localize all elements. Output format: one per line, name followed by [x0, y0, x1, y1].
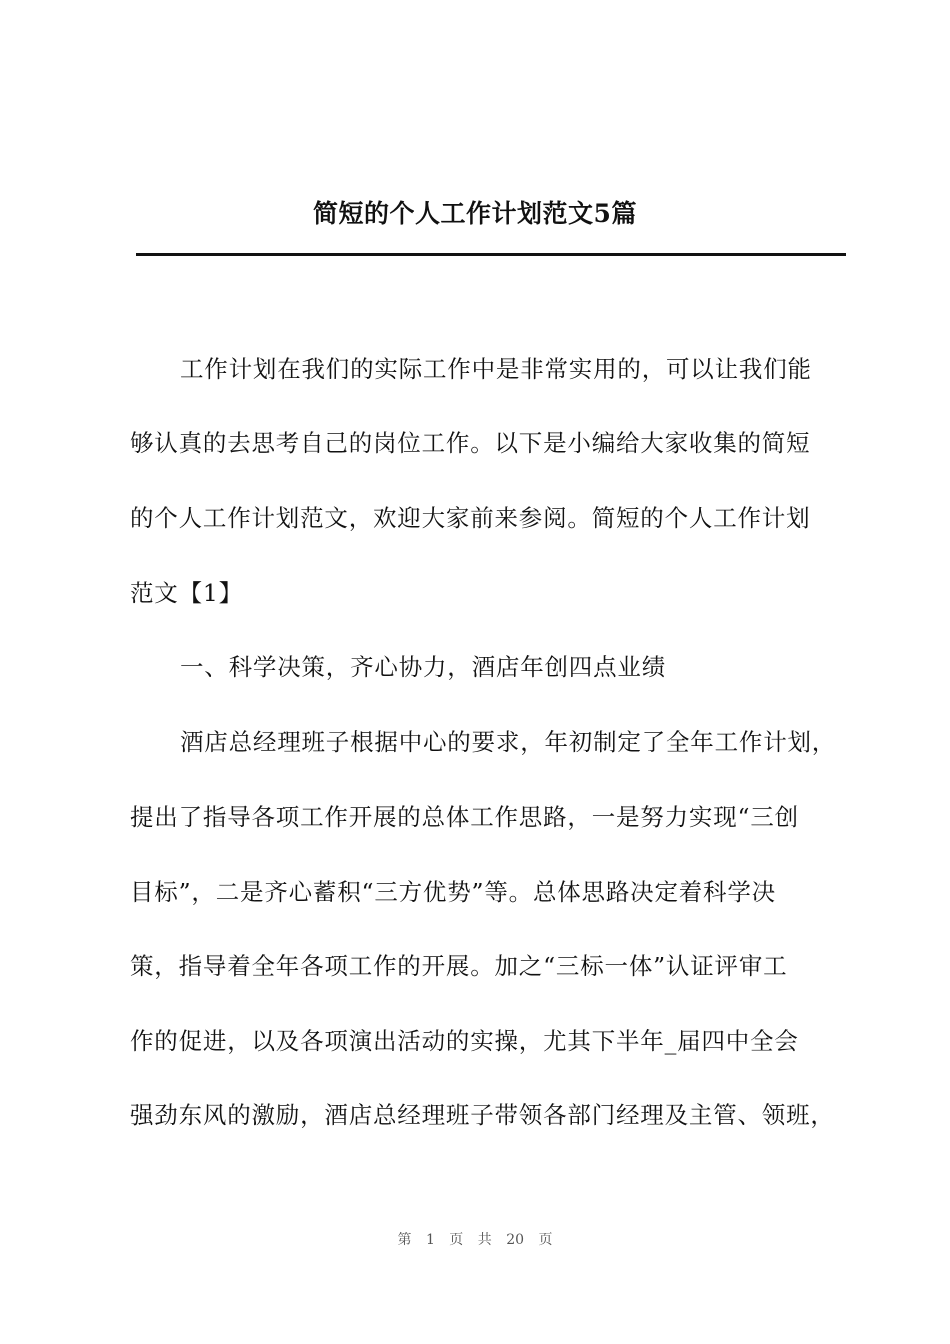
- paragraph-line: 工作计划在我们的实际工作中是非常实用的，可以让我们能: [180, 355, 812, 383]
- paragraph-line: 强劲东风的激励，酒店总经理班子带领各部门经理及主管、领班，: [130, 1101, 835, 1129]
- paragraph-line: 目标”，二是齐心蓄积“三方优势”等。总体思路决定着科学决: [130, 878, 776, 906]
- paragraph-line: 范文【1】: [130, 579, 243, 607]
- paragraph-line: 作的促进，以及各项演出活动的实操，尤其下半年_届四中全会: [130, 1027, 799, 1055]
- section-heading: 一、科学决策，齐心协力，酒店年创四点业绩: [180, 653, 666, 681]
- paragraph-line: 策，指导着全年各项工作的开展。加之“三标一体”认证评审工: [130, 952, 788, 980]
- title-underline: [136, 253, 846, 256]
- document-title: 简短的个人工作计划范文5篇: [313, 199, 637, 228]
- paragraph-line: 提出了指导各项工作开展的总体工作思路，一是努力实现“三创: [130, 803, 799, 831]
- paragraph-line: 的个人工作计划范文，欢迎大家前来参阅。简短的个人工作计划: [130, 504, 811, 532]
- paragraph-line: 酒店总经理班子根据中心的要求，年初制定了全年工作计划，: [180, 728, 837, 756]
- paragraph-line: 够认真的去思考自己的岗位工作。以下是小编给大家收集的简短: [130, 429, 811, 457]
- page-number-footer: 第 1 页 共 20 页: [397, 1232, 553, 1248]
